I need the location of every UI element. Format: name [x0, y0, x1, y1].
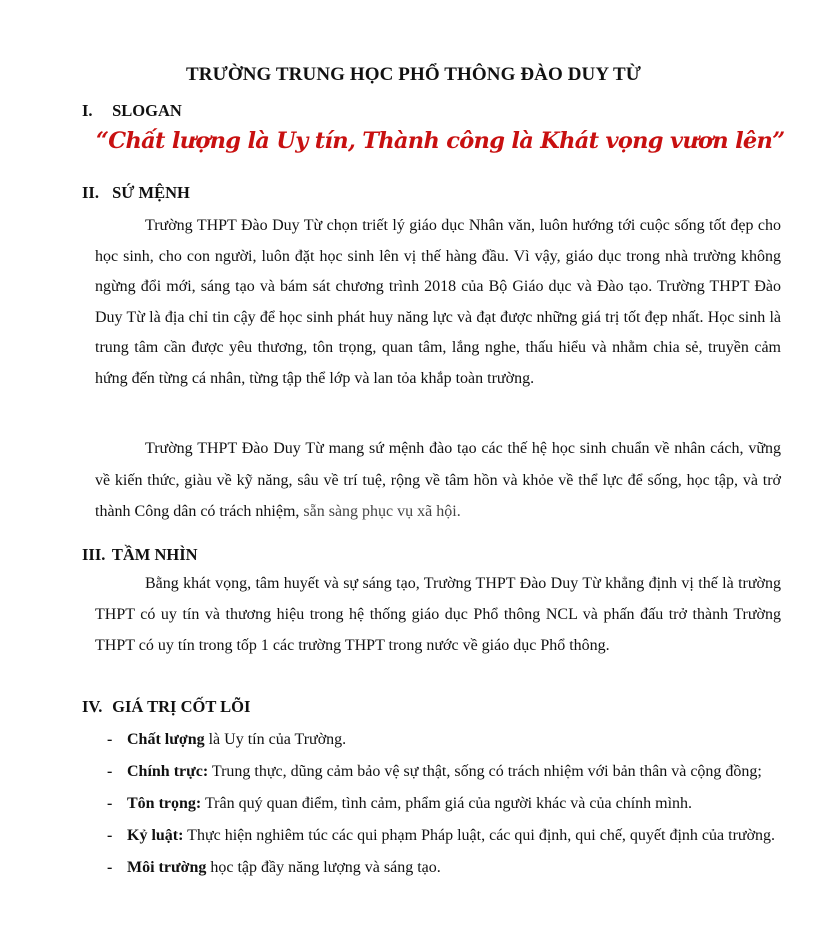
section-title: SLOGAN: [112, 101, 182, 120]
mission-paragraph-2-tail: sẵn sàng phục vụ xã hội.: [299, 503, 461, 520]
list-item: [107, 853, 783, 883]
section-heading-mission: [82, 183, 190, 203]
value-term: Chính trực:: [127, 763, 209, 780]
list-dash: -: [107, 731, 113, 748]
value-term: Kỷ luật:: [127, 827, 184, 844]
value-text: Thực hiện nghiêm túc các qui phạm Pháp luật, các qui định, qui chế, quyết định của trường.: [183, 827, 776, 844]
section-number: III.: [82, 545, 106, 564]
section-number: II.: [82, 183, 99, 202]
list-dash: -: [107, 795, 113, 812]
section-title: TẦM NHÌN: [111, 545, 198, 564]
list-dash: -: [107, 763, 113, 780]
list-dash: -: [107, 827, 113, 844]
mission-paragraph-2-main: Trường THPT Đào Duy Từ mang sứ mệnh đào tạo các thế hệ học sinh chuẩn về nhân cách, vững về kiến thức, giàu về kỹ năng, sâu về trí tuệ, rộng về tâm hồn và khỏe về thể lực để sống, học tập, và trở thành Công dân có trách nhiệm,: [95, 440, 781, 520]
mission-paragraph-2: [95, 433, 781, 528]
section-number: IV.: [82, 697, 103, 716]
value-text: là Uy tín của Trường.: [204, 731, 347, 748]
value-term: Tôn trọng:: [127, 795, 202, 812]
list-item: [107, 789, 783, 819]
value-term: Môi trường: [127, 859, 207, 876]
value-text: học tập đầy năng lượng và sáng tạo.: [206, 859, 441, 876]
value-text: Trung thực, dũng cảm bảo vệ sự thật, sống có trách nhiệm với bản thân và cộng đồng;: [208, 763, 762, 780]
section-heading-slogan: [82, 101, 182, 121]
mission-paragraph-1: Trường THPT Đào Duy Từ chọn triết lý giáo dục Nhân văn, luôn hướng tới cuộc sống tốt đẹp cho học sinh, cho con người, luôn đặt học sinh lên vị thế hàng đầu. Vì vậy, giáo dục trong nhà trường không ngừng đổi mới, sáng tạo và bám sát chương trình 2018 của Bộ Giáo dục và Đào tạo. Trường THPT Đào Duy Từ là địa chỉ tin cậy để học sinh phát huy năng lực và đạt được những giá trị tốt đẹp nhất. Học sinh là trung tâm cần được yêu thương, tôn trọng, quan tâm, lắng nghe, thấu hiểu và nhằm chia sẻ, truyền cảm hứng đến từng cá nhân, từng tập thể lớp và lan tỏa khắp toàn trường.: [95, 217, 781, 387]
list-item: [107, 821, 783, 851]
section-title: SỨ MỆNH: [112, 183, 190, 202]
value-text: Trân quý quan điểm, tình cảm, phẩm giá của người khác và của chính mình.: [201, 795, 693, 812]
section-heading-core-values: [82, 697, 250, 717]
page-title: TRƯỜNG TRUNG HỌC PHỔ THÔNG ĐÀO DUY TỪ: [186, 64, 641, 85]
value-term: Chất lượng: [127, 731, 205, 748]
list-item: [107, 757, 783, 787]
section-number: I.: [82, 101, 93, 120]
section-title: GIÁ TRỊ CỐT LÕI: [112, 697, 251, 716]
vision-paragraph: Bằng khát vọng, tâm huyết và sự sáng tạo, Trường THPT Đào Duy Từ khẳng định vị thế là trường THPT có uy tín và thương hiệu trong hệ thống giáo dục Phổ thông NCL và phấn đấu trở thành Trường THPT có uy tín trong tốp 1 các trường THPT trong nước về giáo dục Phổ thông.: [95, 575, 781, 654]
list-dash: -: [107, 859, 113, 876]
slogan-text: “Chất lượng là Uy tín, Thành công là Khát vọng vươn lên”: [96, 128, 785, 154]
list-item: [107, 725, 783, 755]
core-values-list: [107, 725, 783, 885]
section-heading-vision: [82, 545, 198, 565]
